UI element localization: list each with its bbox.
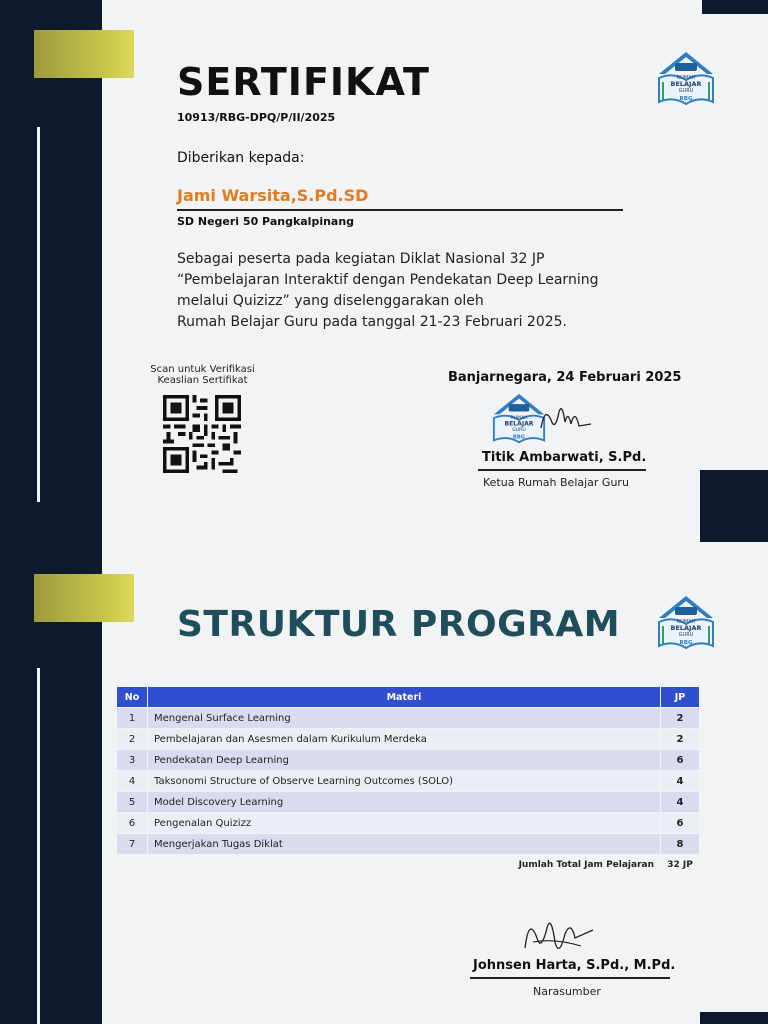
svg-text:RBG: RBG xyxy=(679,96,693,102)
qr-code-icon[interactable] xyxy=(163,395,241,473)
total-value: 32 JP xyxy=(661,855,699,875)
table-row xyxy=(117,729,699,749)
svg-text:RUMAH: RUMAH xyxy=(676,75,696,81)
certificate-title: SERTIFIKAT xyxy=(177,60,430,104)
table-row xyxy=(117,792,699,812)
row-no: 2 xyxy=(117,729,147,749)
certificate-number: 10913/RBG-DPQ/P/II/2025 xyxy=(177,111,336,124)
row-no: 3 xyxy=(117,750,147,770)
right-navy-block-bottom xyxy=(700,1012,768,1024)
row-no: 4 xyxy=(117,771,147,791)
description-line: Sebagai peserta pada kegiatan Diklat Nasional 32 JP xyxy=(177,251,545,267)
row-jp: 4 xyxy=(661,792,699,812)
scan-text-line: Keaslian Sertifikat xyxy=(157,375,248,386)
recipient-school: SD Negeri 50 Pangkalpinang xyxy=(177,215,355,228)
row-jp: 8 xyxy=(661,834,699,854)
svg-text:RUMAH: RUMAH xyxy=(510,416,528,421)
svg-text:RUMAH: RUMAH xyxy=(676,619,696,625)
row-jp: 2 xyxy=(661,729,699,749)
row-no: 6 xyxy=(117,813,147,833)
table-row xyxy=(117,813,699,833)
svg-text:GURU: GURU xyxy=(678,632,694,638)
place-and-date: Banjarnegara, 24 Februari 2025 xyxy=(448,370,682,385)
right-navy-block-top xyxy=(702,0,768,14)
row-materi: Pendekatan Deep Learning xyxy=(148,750,660,770)
signer-role-chair: Ketua Rumah Belajar Guru xyxy=(483,476,629,489)
row-materi: Taksonomi Structure of Observe Learning Outcomes (SOLO) xyxy=(148,771,660,791)
svg-text:BELAJAR: BELAJAR xyxy=(670,624,702,632)
row-no: 1 xyxy=(117,708,147,728)
svg-text:BELAJAR: BELAJAR xyxy=(504,420,534,428)
gold-accent-block-bottom xyxy=(34,574,134,622)
program-structure-title: STRUKTUR PROGRAM xyxy=(177,604,621,645)
row-jp: 6 xyxy=(661,813,699,833)
svg-text:BELAJAR: BELAJAR xyxy=(670,80,702,88)
table-header-row xyxy=(117,687,699,707)
svg-text:RBG: RBG xyxy=(512,434,526,441)
table-row xyxy=(117,834,699,854)
signer-underline xyxy=(470,977,670,979)
row-materi: Pengenalan Quizizz xyxy=(148,813,660,833)
table-total-row xyxy=(117,855,699,875)
row-materi: Mengenal Surface Learning xyxy=(148,708,660,728)
scan-verification-text xyxy=(140,364,265,386)
gold-accent-block-top xyxy=(34,30,134,78)
svg-text:GURU: GURU xyxy=(512,428,526,434)
certificate-description xyxy=(177,249,657,333)
description-line: Rumah Belajar Guru pada tanggal 21-23 Februari 2025. xyxy=(177,314,567,330)
row-jp: 4 xyxy=(661,771,699,791)
handwritten-signature-icon xyxy=(535,398,595,438)
header-jp: JP xyxy=(661,687,699,707)
header-no: No xyxy=(117,687,147,707)
total-label: Jumlah Total Jam Pelajaran xyxy=(117,855,660,875)
row-no: 5 xyxy=(117,792,147,812)
given-to-label: Diberikan kepada: xyxy=(177,150,305,166)
svg-text:RBG: RBG xyxy=(679,640,693,646)
svg-text:GURU: GURU xyxy=(678,88,694,94)
row-materi: Pembelajaran dan Asesmen dalam Kurikulum Merdeka xyxy=(148,729,660,749)
recipient-underline xyxy=(177,209,623,211)
table-row xyxy=(117,750,699,770)
rumah-belajar-guru-logo-icon xyxy=(655,50,717,108)
table-row xyxy=(117,708,699,728)
recipient-name: Jami Warsita,S.Pd.SD xyxy=(177,186,369,205)
header-materi: Materi xyxy=(148,687,660,707)
row-jp: 2 xyxy=(661,708,699,728)
white-divider-line-top xyxy=(37,127,40,502)
scan-text-line: Scan untuk Verifikasi xyxy=(150,364,255,375)
row-no: 7 xyxy=(117,834,147,854)
white-divider-line-bottom xyxy=(37,668,40,1024)
description-line: melalui Quizizz” yang diselenggarakan oleh xyxy=(177,293,484,309)
description-line: “Pembelajaran Interaktif dengan Pendekatan Deep Learning xyxy=(177,272,599,288)
row-materi: Mengerjakan Tugas Diklat xyxy=(148,834,660,854)
left-navy-band xyxy=(0,0,102,1024)
signer-name-speaker: Johnsen Harta, S.Pd., M.Pd. xyxy=(473,958,676,973)
handwritten-signature-icon xyxy=(515,908,595,964)
signer-name-chair: Titik Ambarwati, S.Pd. xyxy=(482,450,647,465)
row-materi: Model Discovery Learning xyxy=(148,792,660,812)
signer-underline xyxy=(478,469,646,471)
table-row xyxy=(117,771,699,791)
rumah-belajar-guru-logo-icon xyxy=(655,594,717,652)
row-jp: 6 xyxy=(661,750,699,770)
right-navy-block-middle xyxy=(700,470,768,542)
signer-role-speaker: Narasumber xyxy=(533,985,601,998)
program-structure-table xyxy=(116,686,700,876)
